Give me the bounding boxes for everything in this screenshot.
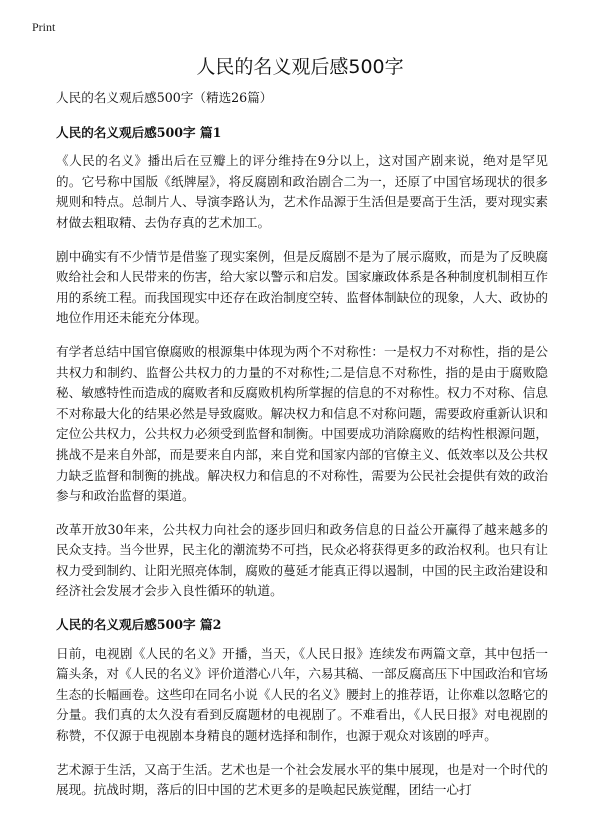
section-heading: 人民的名义观后感500字 篇2	[56, 617, 222, 633]
paragraph: 剧中确实有不少情节是借鉴了现实案例，但是反腐剧不是为了展示腐败，而是为了反映腐败给社会和人民带来的伤害，给大家以警示和启发。国家廉政体系是各种制度机制相互作用的系统工程。而我国现实中还存在政治制度空转、监督体制缺位的现象，人大、政协的地位作用还未能充分体现。	[56, 248, 548, 326]
paragraph: 日前，电视剧《人民的名义》开播，当天，《人民日报》连续发布两篇文章，其中包括一篇头条，对《人民的名义》评价道潜心八年，六易其稿、一部反腐高压下中国政治和官场生态的长幅画卷。这些印在同名小说《人民的名义》腰封上的推荐语，让你难以忽略它的分量。我们真的太久没有看到反腐题材的电视剧了。不难看出，《人民日报》对电视剧的称赞，不仅源于电视剧本身精良的题材选择和制作，也源于观众对该剧的呼声。	[56, 645, 548, 744]
section-heading: 人民的名义观后感500字 篇1	[56, 124, 222, 140]
section-1	[56, 123, 548, 602]
paragraph: 有学者总结中国官僚腐败的根源集中体现为两个不对称性：一是权力不对称性，指的是公共权力和制约、监督公共权力的力量的不对称性;二是信息不对称性，指的是由于腐败隐秘、敏感特性而造成的腐败者和反腐败机构所掌握的信息的不对称性。权力不对称、信息不对称最大化的结果必然是导致腐败。解决权力和信息不对称问题，需要政府重新认识和定位公共权力，公共权力必须受到监督和制衡。中国要成功消除腐败的结构性根源问题，挑战不是来自外部，而是要来自内部，来自党和国家内部的官僚主义、低效率以及公共权力缺乏监督和制衡的挑战。解决权力和信息的不对称性，需要为公民社会提供有效的政治参与和政治监督的渠道。	[56, 343, 548, 504]
paragraph: 《人民的名义》播出后在豆瓣上的评分维持在9分以上，这对国产剧来说，绝对是罕见的。它号称中国版《纸牌屋》，将反腐剧和政治剧合二为一，还原了中国官场现状的很多规则和特点。总制片人、导演李路认为，艺术作品源于生活但是要高于生活，要对现实素材做去粗取精、去伪存真的艺术加工。	[56, 153, 548, 230]
document-subtitle: 人民的名义观后感500字（精选26篇）	[56, 90, 273, 105]
paragraph: 艺术源于生活，又高于生活。艺术也是一个社会发展水平的集中展现，也是对一个时代的展现。抗战时期，落后的旧中国的艺术更多的是唤起民族觉醒，团结一心打	[56, 761, 548, 798]
print-label: Print	[32, 20, 56, 34]
page-title: 人民的名义观后感500字	[196, 56, 404, 78]
paragraph: 改革开放30年来，公共权力向社会的逐步回归和政务信息的日益公开赢得了越来越多的民众支持。当今世界，民主化的潮流势不可挡，民众必将获得更多的政治权利。也只有让权力受到制约、让阳光照亮体制，腐败的蔓延才能真正得以遏制，中国的民主政治建设和经济社会发展才会步入良性循环的轨道。	[56, 521, 548, 599]
section-2	[56, 615, 548, 801]
document-body	[56, 88, 548, 814]
